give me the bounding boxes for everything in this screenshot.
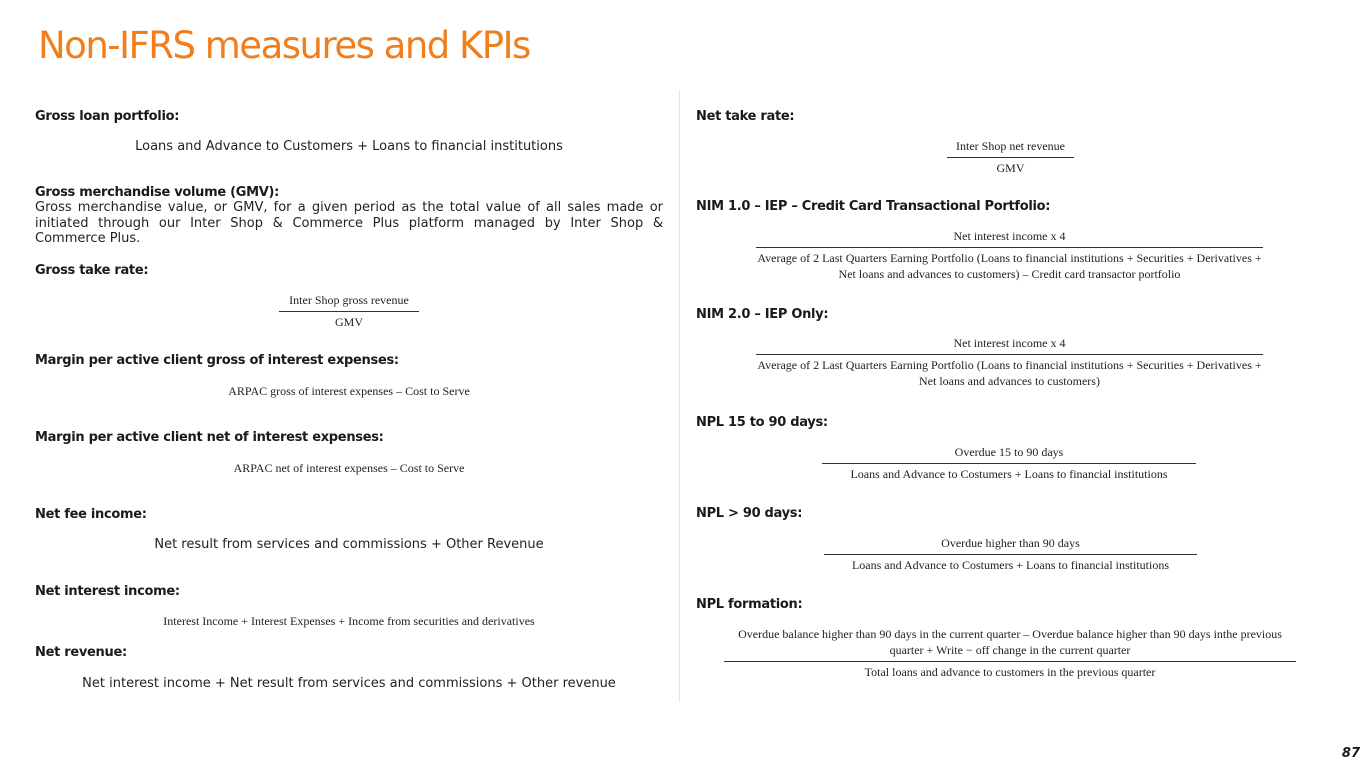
npl-90-heading: NPL > 90 days: [696, 506, 803, 521]
margin-gross-heading: Margin per active client gross of interest expenses: [35, 353, 399, 368]
fraction-bar [756, 247, 1263, 248]
gross-loan-formula: Loans and Advance to Customers + Loans to financial institutions [135, 139, 563, 154]
nim1-heading: NIM 1.0 – IEP – Credit Card Transactional Portfolio: [696, 199, 1051, 214]
npl-90-denominator: Loans and Advance to Costumers + Loans to financial institutions [851, 558, 1170, 572]
npl-15-90-heading: NPL 15 to 90 days: [696, 415, 828, 430]
gross-take-rate-denominator: GMV [334, 315, 363, 329]
page-title: Non-IFRS measures and KPIs [38, 24, 530, 67]
margin-gross-formula: ARPAC gross of interest expenses – Cost to Serve [228, 384, 470, 398]
net-take-rate-numerator: Inter Shop net revenue [956, 139, 1065, 153]
npl-15-90-fraction [822, 444, 1196, 482]
npl-15-90-numerator: Overdue 15 to 90 days [954, 445, 1064, 459]
gross-loan-heading: Gross loan portfolio: [35, 109, 180, 124]
gross-take-rate-numerator: Inter Shop gross revenue [289, 293, 409, 307]
nim1-fraction [756, 228, 1263, 282]
npl-formation-numerator: Overdue balance higher than 90 days in the current quarter – Overdue balance higher than 90 days inthe previous quarter + Write − off change in the current quarter [738, 627, 1282, 657]
nim2-fraction [756, 335, 1263, 389]
net-fee-income-heading: Net fee income: [35, 507, 147, 522]
npl-90-fraction [824, 535, 1197, 573]
net-fee-income-formula: Net result from services and commissions + Other Revenue [154, 537, 544, 552]
page-number: 87 [1341, 746, 1360, 761]
margin-net-heading: Margin per active client net of interest expenses: [35, 430, 384, 445]
net-take-rate-fraction [947, 138, 1074, 176]
column-divider [679, 90, 680, 702]
nim2-heading: NIM 2.0 – IEP Only: [696, 307, 829, 322]
fraction-bar [756, 354, 1263, 355]
net-interest-income-heading: Net interest income: [35, 584, 180, 599]
fraction-bar [279, 311, 419, 312]
npl-formation-fraction [724, 626, 1296, 680]
net-take-rate-denominator: GMV [996, 161, 1025, 175]
margin-net-formula: ARPAC net of interest expenses – Cost to Serve [233, 461, 465, 475]
fraction-bar [724, 661, 1296, 662]
gross-take-rate-heading: Gross take rate: [35, 263, 149, 278]
fraction-bar [824, 554, 1197, 555]
npl-15-90-denominator: Loans and Advance to Costumers + Loans to financial institutions [850, 467, 1168, 481]
nim2-denominator: Average of 2 Last Quarters Earning Portfolio (Loans to financial institutions + Securities + Derivatives + Net loans and advances to customers) [757, 358, 1262, 388]
gmv-heading: Gross merchandise volume (GMV): [35, 185, 280, 200]
nim1-numerator: Net interest income x 4 [953, 229, 1066, 243]
fraction-bar [947, 157, 1074, 158]
net-revenue-heading: Net revenue: [35, 645, 127, 660]
npl-formation-heading: NPL formation: [696, 597, 803, 612]
net-interest-income-formula: Interest Income + Interest Expenses + Income from securities and derivatives [163, 614, 535, 628]
gross-take-rate-fraction [279, 292, 419, 330]
npl-formation-denominator: Total loans and advance to customers in the previous quarter [864, 665, 1156, 679]
nim2-numerator: Net interest income x 4 [953, 336, 1066, 350]
gmv-description: Gross merchandise value, or GMV, for a given period as the total value of all sales made or initiated through our Inter Shop & Commerce Plus platform managed by Inter Shop & Commerce Plus. [35, 200, 663, 246]
npl-90-numerator: Overdue higher than 90 days [941, 536, 1080, 550]
fraction-bar [822, 463, 1196, 464]
net-take-rate-heading: Net take rate: [696, 109, 795, 124]
nim1-denominator: Average of 2 Last Quarters Earning Portfolio (Loans to financial institutions + Securities + Derivatives + Net loans and advances to customers) – Credit card transactor portfolio [757, 251, 1262, 281]
net-revenue-formula: Net interest income + Net result from services and commissions + Other revenue [82, 676, 616, 691]
